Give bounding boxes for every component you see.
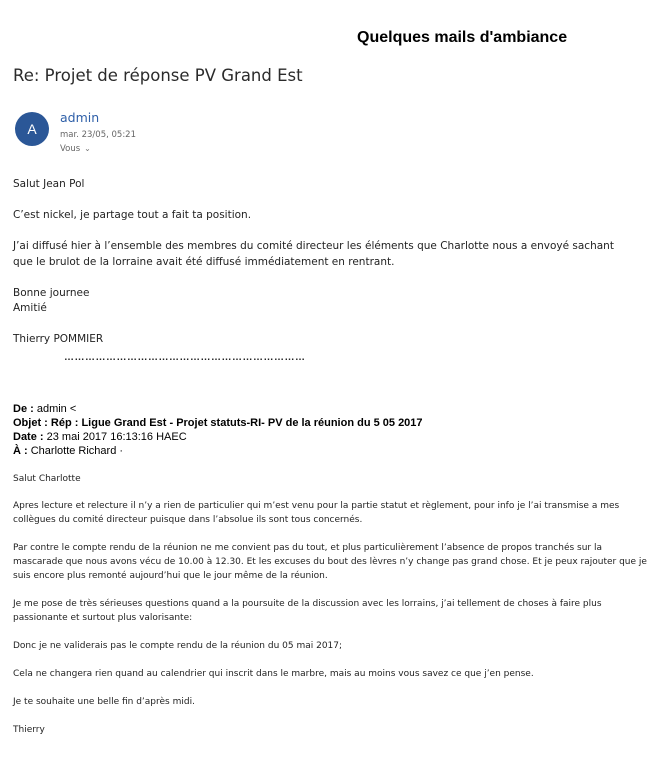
- email1-paragraph: C’est nickel, je partage tout a fait ta position.: [13, 209, 252, 221]
- email2-paragraph: collègues du comité directeur puisque dans l’absolue ils sont tous concernés.: [13, 515, 363, 525]
- header-to: [13, 445, 123, 457]
- header-to-label: À :: [13, 445, 28, 457]
- email2-paragraph: Je me pose de très sérieuses questions quand a la poursuite de la discussion avec les lorrains, j’ai tellement de choses à faire plus: [13, 599, 602, 609]
- email2-paragraph: Donc je ne validerais pas le compte rendu de la réunion du 05 mai 2017;: [13, 641, 343, 651]
- avatar[interactable]: A: [15, 112, 49, 146]
- header-from-value: admin <: [36, 403, 77, 415]
- header-subject-label: Objet :: [13, 417, 48, 429]
- separator: ……………………………………………………………: [64, 352, 306, 363]
- page-title: Quelques mails d'ambiance: [357, 29, 568, 46]
- sender-name[interactable]: admin: [60, 110, 100, 125]
- header-date: [13, 431, 187, 443]
- email2-paragraph: Par contre le compte rendu de la réunion ne me convient pas du tout, et plus particulièrement l’absence de propos tranchés sur la: [13, 543, 603, 553]
- email1-closing: Amitié: [13, 302, 47, 314]
- recipients-label: Vous: [60, 144, 81, 154]
- header-from: [13, 403, 76, 415]
- recipients-toggle[interactable]: [60, 144, 91, 154]
- email-subject: Re: Projet de réponse PV Grand Est: [13, 66, 303, 85]
- header-from-label: De :: [13, 403, 34, 415]
- email1-closing: Bonne journee: [13, 287, 90, 299]
- email2-signature: Thierry: [13, 725, 45, 735]
- email1-paragraph: J’ai diffusé hier à l’ensemble des membres du comité directeur les éléments que Charlotte nous a envoyé sachant: [13, 240, 614, 252]
- header-date-label: Date :: [13, 431, 44, 443]
- email1-signature: Thierry POMMIER: [13, 333, 104, 345]
- email2-paragraph: Apres lecture et relecture il n’y a rien de particulier qui m’est venu pour la partie statut et règlement, pour info je l’ai transmise a mes: [13, 501, 620, 511]
- email2-closing: Je te souhaite une belle fin d’après midi.: [13, 697, 195, 707]
- email2-paragraph: suis encore plus remonté aujourd’hui que le jour même de la réunion.: [13, 571, 328, 581]
- header-subject: [13, 417, 423, 429]
- email2-paragraph: passionante et surtout plus valorisante:: [13, 613, 193, 623]
- email2-paragraph: Cela ne changera rien quand au calendrier qui inscrit dans le marbre, mais au moins vous savez ce que j’en pense.: [13, 669, 534, 679]
- email2-greeting: Salut Charlotte: [13, 474, 81, 484]
- header-date-value: 23 mai 2017 16:13:16 HAEC: [46, 431, 187, 443]
- email2-paragraph: mascarade que nous avons vécu de 10.00 à 12.30. Et les excuses du bout des lèvres n’y change pas grand chose. Et je peux rajouter que je: [13, 557, 647, 567]
- sent-date: mar. 23/05, 05:21: [60, 130, 137, 140]
- header-to-value: Charlotte Richard ·: [30, 445, 124, 457]
- header-subject-value: Rép : Ligue Grand Est - Projet statuts-RI- PV de la réunion du 5 05 2017: [50, 417, 423, 429]
- email1-greeting: Salut Jean Pol: [13, 178, 85, 190]
- chevrons-down-icon: ⌄: [84, 144, 91, 153]
- email1-paragraph: que le brulot de la lorraine avait été diffusé immédiatement en rentrant.: [13, 256, 395, 268]
